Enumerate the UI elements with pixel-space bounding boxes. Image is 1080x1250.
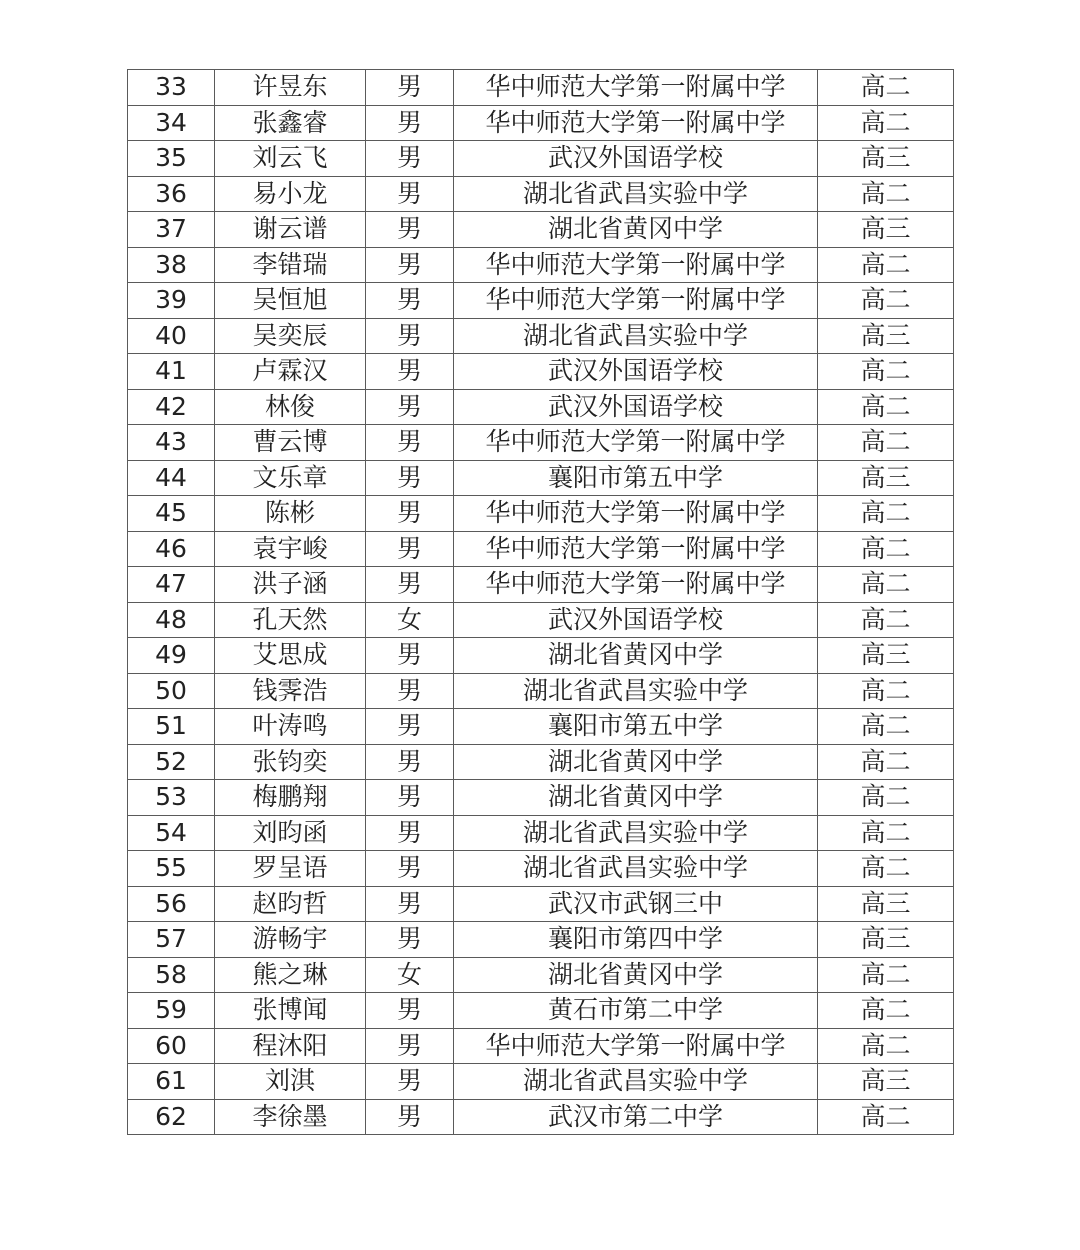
student-name-cell: 张钧奕 — [215, 744, 366, 780]
table-row — [128, 141, 954, 177]
table-row — [128, 105, 954, 141]
student-name-cell: 吴奕辰 — [215, 318, 366, 354]
gender-cell: 男 — [366, 638, 454, 674]
gender-cell: 男 — [366, 318, 454, 354]
student-name-cell: 许昱东 — [215, 70, 366, 106]
gender-cell: 男 — [366, 673, 454, 709]
table-row — [128, 283, 954, 319]
row-number-cell: 48 — [128, 602, 215, 638]
document-page — [127, 69, 954, 1135]
table-row — [128, 815, 954, 851]
table-row — [128, 70, 954, 106]
gender-cell: 男 — [366, 780, 454, 816]
grade-level-cell: 高三 — [818, 212, 954, 248]
school-name-cell: 湖北省黄冈中学 — [454, 744, 818, 780]
grade-level-cell: 高二 — [818, 531, 954, 567]
table-row — [128, 851, 954, 887]
student-name-cell: 罗呈语 — [215, 851, 366, 887]
gender-cell: 男 — [366, 709, 454, 745]
school-name-cell: 武汉市武钢三中 — [454, 886, 818, 922]
table-row — [128, 389, 954, 425]
school-name-cell: 华中师范大学第一附属中学 — [454, 496, 818, 532]
row-number-cell: 61 — [128, 1064, 215, 1100]
table-row — [128, 567, 954, 603]
table-row — [128, 602, 954, 638]
school-name-cell: 湖北省武昌实验中学 — [454, 318, 818, 354]
table-row — [128, 425, 954, 461]
grade-level-cell: 高二 — [818, 176, 954, 212]
table-row — [128, 638, 954, 674]
grade-level-cell: 高二 — [818, 709, 954, 745]
student-name-cell: 张博闻 — [215, 993, 366, 1029]
school-name-cell: 华中师范大学第一附属中学 — [454, 247, 818, 283]
row-number-cell: 34 — [128, 105, 215, 141]
gender-cell: 男 — [366, 354, 454, 390]
grade-level-cell: 高二 — [818, 425, 954, 461]
school-name-cell: 湖北省黄冈中学 — [454, 780, 818, 816]
row-number-cell: 39 — [128, 283, 215, 319]
gender-cell: 男 — [366, 1028, 454, 1064]
table-row — [128, 460, 954, 496]
row-number-cell: 33 — [128, 70, 215, 106]
school-name-cell: 湖北省黄冈中学 — [454, 212, 818, 248]
grade-level-cell: 高二 — [818, 602, 954, 638]
gender-cell: 男 — [366, 105, 454, 141]
school-name-cell: 华中师范大学第一附属中学 — [454, 1028, 818, 1064]
student-name-cell: 易小龙 — [215, 176, 366, 212]
row-number-cell: 55 — [128, 851, 215, 887]
row-number-cell: 53 — [128, 780, 215, 816]
grade-level-cell: 高二 — [818, 567, 954, 603]
gender-cell: 男 — [366, 1099, 454, 1135]
grade-level-cell: 高二 — [818, 957, 954, 993]
table-row — [128, 709, 954, 745]
row-number-cell: 35 — [128, 141, 215, 177]
row-number-cell: 50 — [128, 673, 215, 709]
row-number-cell: 44 — [128, 460, 215, 496]
table-row — [128, 318, 954, 354]
table-row — [128, 212, 954, 248]
student-name-cell: 李错瑞 — [215, 247, 366, 283]
table-row — [128, 176, 954, 212]
row-number-cell: 40 — [128, 318, 215, 354]
student-name-cell: 文乐章 — [215, 460, 366, 496]
school-name-cell: 襄阳市第四中学 — [454, 922, 818, 958]
school-name-cell: 襄阳市第五中学 — [454, 460, 818, 496]
table-row — [128, 496, 954, 532]
student-name-cell: 张鑫睿 — [215, 105, 366, 141]
row-number-cell: 41 — [128, 354, 215, 390]
row-number-cell: 37 — [128, 212, 215, 248]
gender-cell: 男 — [366, 1064, 454, 1100]
school-name-cell: 武汉外国语学校 — [454, 602, 818, 638]
table-row — [128, 1028, 954, 1064]
gender-cell: 男 — [366, 567, 454, 603]
row-number-cell: 54 — [128, 815, 215, 851]
row-number-cell: 36 — [128, 176, 215, 212]
school-name-cell: 武汉外国语学校 — [454, 389, 818, 425]
gender-cell: 男 — [366, 744, 454, 780]
student-name-cell: 游畅宇 — [215, 922, 366, 958]
gender-cell: 男 — [366, 212, 454, 248]
table-row — [128, 247, 954, 283]
student-name-cell: 程沐阳 — [215, 1028, 366, 1064]
gender-cell: 男 — [366, 851, 454, 887]
table-row — [128, 1064, 954, 1100]
gender-cell: 男 — [366, 815, 454, 851]
gender-cell: 男 — [366, 886, 454, 922]
school-name-cell: 华中师范大学第一附属中学 — [454, 283, 818, 319]
school-name-cell: 湖北省武昌实验中学 — [454, 176, 818, 212]
row-number-cell: 43 — [128, 425, 215, 461]
school-name-cell: 湖北省武昌实验中学 — [454, 1064, 818, 1100]
grade-level-cell: 高二 — [818, 851, 954, 887]
row-number-cell: 49 — [128, 638, 215, 674]
grade-level-cell: 高二 — [818, 389, 954, 425]
gender-cell: 男 — [366, 460, 454, 496]
student-name-cell: 李徐墨 — [215, 1099, 366, 1135]
gender-cell: 男 — [366, 531, 454, 567]
row-number-cell: 59 — [128, 993, 215, 1029]
gender-cell: 男 — [366, 389, 454, 425]
student-name-cell: 叶涛鸣 — [215, 709, 366, 745]
row-number-cell: 62 — [128, 1099, 215, 1135]
table-row — [128, 744, 954, 780]
table-row — [128, 354, 954, 390]
grade-level-cell: 高二 — [818, 496, 954, 532]
table-row — [128, 1099, 954, 1135]
grade-level-cell: 高三 — [818, 460, 954, 496]
school-name-cell: 武汉市第二中学 — [454, 1099, 818, 1135]
grade-level-cell: 高二 — [818, 283, 954, 319]
grade-level-cell: 高二 — [818, 1028, 954, 1064]
grade-level-cell: 高三 — [818, 1064, 954, 1100]
gender-cell: 女 — [366, 957, 454, 993]
student-roster-table — [127, 69, 954, 1135]
gender-cell: 女 — [366, 602, 454, 638]
grade-level-cell: 高二 — [818, 780, 954, 816]
grade-level-cell: 高二 — [818, 1099, 954, 1135]
gender-cell: 男 — [366, 141, 454, 177]
student-name-cell: 洪子涵 — [215, 567, 366, 603]
grade-level-cell: 高三 — [818, 638, 954, 674]
grade-level-cell: 高三 — [818, 922, 954, 958]
student-name-cell: 刘云飞 — [215, 141, 366, 177]
row-number-cell: 52 — [128, 744, 215, 780]
table-row — [128, 993, 954, 1029]
school-name-cell: 湖北省武昌实验中学 — [454, 673, 818, 709]
row-number-cell: 57 — [128, 922, 215, 958]
grade-level-cell: 高二 — [818, 744, 954, 780]
school-name-cell: 华中师范大学第一附属中学 — [454, 425, 818, 461]
row-number-cell: 42 — [128, 389, 215, 425]
school-name-cell: 湖北省黄冈中学 — [454, 638, 818, 674]
grade-level-cell: 高三 — [818, 318, 954, 354]
grade-level-cell: 高二 — [818, 70, 954, 106]
student-name-cell: 艾思成 — [215, 638, 366, 674]
gender-cell: 男 — [366, 70, 454, 106]
row-number-cell: 46 — [128, 531, 215, 567]
gender-cell: 男 — [366, 425, 454, 461]
gender-cell: 男 — [366, 993, 454, 1029]
gender-cell: 男 — [366, 496, 454, 532]
gender-cell: 男 — [366, 247, 454, 283]
student-name-cell: 吴恒旭 — [215, 283, 366, 319]
student-name-cell: 谢云谱 — [215, 212, 366, 248]
gender-cell: 男 — [366, 176, 454, 212]
student-name-cell: 袁宇峻 — [215, 531, 366, 567]
school-name-cell: 湖北省武昌实验中学 — [454, 815, 818, 851]
school-name-cell: 武汉外国语学校 — [454, 141, 818, 177]
grade-level-cell: 高二 — [818, 993, 954, 1029]
row-number-cell: 51 — [128, 709, 215, 745]
row-number-cell: 60 — [128, 1028, 215, 1064]
table-row — [128, 957, 954, 993]
student-name-cell: 熊之琳 — [215, 957, 366, 993]
row-number-cell: 45 — [128, 496, 215, 532]
school-name-cell: 华中师范大学第一附属中学 — [454, 531, 818, 567]
table-row — [128, 531, 954, 567]
grade-level-cell: 高二 — [818, 247, 954, 283]
row-number-cell: 47 — [128, 567, 215, 603]
school-name-cell: 襄阳市第五中学 — [454, 709, 818, 745]
grade-level-cell: 高二 — [818, 354, 954, 390]
grade-level-cell: 高三 — [818, 141, 954, 177]
school-name-cell: 湖北省武昌实验中学 — [454, 851, 818, 887]
student-name-cell: 刘昀函 — [215, 815, 366, 851]
student-name-cell: 卢霖汉 — [215, 354, 366, 390]
student-name-cell: 林俊 — [215, 389, 366, 425]
student-name-cell: 曹云博 — [215, 425, 366, 461]
grade-level-cell: 高三 — [818, 886, 954, 922]
table-row — [128, 886, 954, 922]
row-number-cell: 38 — [128, 247, 215, 283]
student-name-cell: 孔天然 — [215, 602, 366, 638]
school-name-cell: 华中师范大学第一附属中学 — [454, 70, 818, 106]
grade-level-cell: 高二 — [818, 815, 954, 851]
grade-level-cell: 高二 — [818, 105, 954, 141]
table-row — [128, 673, 954, 709]
student-name-cell: 梅鹏翔 — [215, 780, 366, 816]
school-name-cell: 湖北省黄冈中学 — [454, 957, 818, 993]
table-row — [128, 922, 954, 958]
school-name-cell: 华中师范大学第一附属中学 — [454, 105, 818, 141]
row-number-cell: 58 — [128, 957, 215, 993]
student-name-cell: 赵昀哲 — [215, 886, 366, 922]
school-name-cell: 武汉外国语学校 — [454, 354, 818, 390]
student-name-cell: 陈彬 — [215, 496, 366, 532]
gender-cell: 男 — [366, 283, 454, 319]
row-number-cell: 56 — [128, 886, 215, 922]
gender-cell: 男 — [366, 922, 454, 958]
school-name-cell: 华中师范大学第一附属中学 — [454, 567, 818, 603]
school-name-cell: 黄石市第二中学 — [454, 993, 818, 1029]
roster-body — [128, 70, 954, 1135]
student-name-cell: 钱霁浩 — [215, 673, 366, 709]
student-name-cell: 刘淇 — [215, 1064, 366, 1100]
grade-level-cell: 高二 — [818, 673, 954, 709]
table-row — [128, 780, 954, 816]
